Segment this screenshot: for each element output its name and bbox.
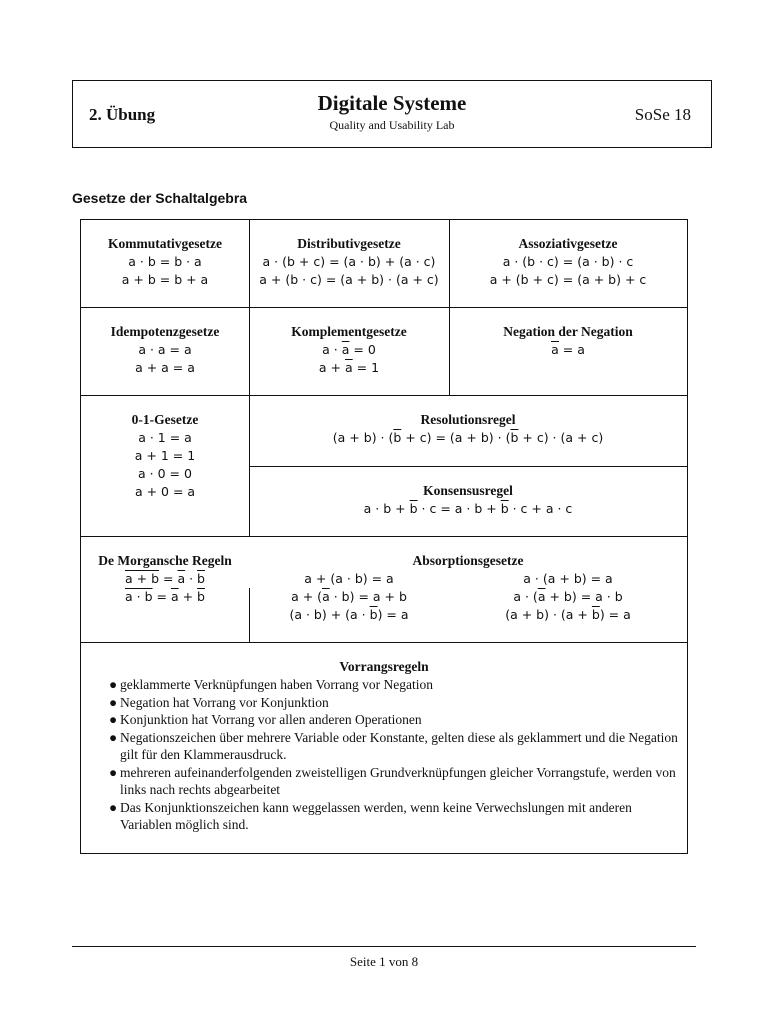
law-title: 0-1-Gesetze <box>131 412 199 427</box>
law-equation: a + 1 = 1 <box>134 448 196 463</box>
rule-text: Negation hat Vorrang vor Konjunktion <box>120 694 329 710</box>
list-item <box>109 729 686 764</box>
cell-absorption <box>249 552 687 570</box>
law-equation: $a + b = \overline{a} \cdot \overline{b}$ <box>125 571 205 586</box>
semester-label: SoSe 18 <box>634 105 691 124</box>
law-title: Resolutionsregel <box>420 412 516 427</box>
document-title: Digitale Systeme <box>317 91 467 115</box>
list-item <box>109 694 686 712</box>
law-equation: $(a + b) \cdot (a + \overline{b}) = a$ <box>505 607 631 622</box>
law-equation <box>249 341 449 359</box>
cell-assoziativ <box>449 235 687 289</box>
bullet: ● <box>109 799 118 815</box>
law-equation: $a + (\overline{a} \cdot b) = a + b$ <box>291 589 407 604</box>
grid-line <box>81 307 687 308</box>
cell-resolution <box>249 411 687 447</box>
rule-text: Negationszeichen über mehrere Variable oder Konstante, gelten diese als geklammert und die Negation gilt für den Klammerausdruck. <box>120 729 678 762</box>
grid-line <box>249 466 687 467</box>
law-title: Negation der Negation <box>503 324 633 339</box>
law-equation: a · (a + b) = a <box>523 571 613 586</box>
grid-line <box>81 536 687 537</box>
law-equation: a + 0 = a <box>134 484 196 499</box>
law-title: Absorptionsgesetze <box>412 553 524 568</box>
law-equation <box>249 359 449 377</box>
absorption-right <box>449 570 687 624</box>
law-title: Kommutativgesetze <box>108 236 222 251</box>
law-equation: a + a = a <box>135 360 195 375</box>
law-equation: $a \cdot b + \overline{b} \cdot c = a \cdot b + \overline{b} \cdot c + a \cdot c$ <box>363 501 573 516</box>
negated-variable: $\overline{a}$ <box>551 342 559 357</box>
cell-kommutativ <box>81 235 249 289</box>
rule-text: Konjunktion hat Vorrang vor allen anderen Operationen <box>120 712 422 727</box>
negated-variable: $\overline{a}$ <box>341 342 350 357</box>
law-equation: a · (b + c) = (a · b) + (a · c) <box>262 254 436 269</box>
law-equation: a · 0 = 0 <box>138 466 192 481</box>
absorption-left <box>249 570 449 624</box>
cell-idempotenz <box>81 323 249 377</box>
header-box <box>72 80 712 148</box>
eq-part: a · <box>322 342 342 357</box>
footer-divider <box>72 946 696 947</box>
law-equation: $(a + b) \cdot (\overline{b} + c) = (a + b) \cdot (\overline{b} + c) \cdot (a + c)$ <box>332 430 604 445</box>
law-equation: a · b = b · a <box>128 254 202 269</box>
law-title: Distributivgesetze <box>297 236 401 251</box>
law-equation <box>449 341 687 359</box>
rule-text: mehreren aufeinanderfolgenden zweistelligen Grundverknüpfungen gleicher Vorrangstufe, werden von links nach rechts abgearbeitet <box>120 764 676 797</box>
law-title: De Morgansche Regeln <box>98 553 232 568</box>
bullet: ● <box>109 729 118 745</box>
law-equation: $a \cdot b = \overline{a} + \overline{b}$ <box>125 589 205 604</box>
bullet: ● <box>109 764 118 780</box>
section-title: Gesetze der Schaltalgebra <box>72 190 248 206</box>
page-number: Seite 1 von 8 <box>349 954 419 969</box>
cell-komplement <box>249 323 449 377</box>
list-item <box>109 764 686 799</box>
cell-negation <box>449 323 687 359</box>
bullet: ● <box>109 712 118 727</box>
cell-de-morgan <box>81 552 249 606</box>
rule-text: Das Konjunktionszeichen kann weggelassen werden, wenn keine Verwechslungen mit anderen Variablen möglich sind. <box>120 799 632 832</box>
list-item <box>109 799 686 834</box>
law-equation: $a \cdot (\overline{a} + b) = a \cdot b$ <box>513 589 623 604</box>
eq-part: a + <box>318 360 346 375</box>
negated-variable: $\overline{a}$ <box>345 360 353 375</box>
cell-distributiv <box>249 235 449 289</box>
list-item <box>109 676 686 694</box>
laws-table <box>80 219 688 854</box>
law-equation: a · (b · c) = (a · b) · c <box>502 254 634 269</box>
document-subtitle: Quality and Usability Lab <box>329 118 455 132</box>
eq-part: = 0 <box>349 342 376 357</box>
law-equation: a · 1 = a <box>138 430 192 445</box>
law-title: Assoziativgesetze <box>518 236 618 251</box>
list-item <box>109 711 686 729</box>
grid-line <box>81 395 687 396</box>
precedence-rules <box>81 643 687 834</box>
law-equation: a + b = b + a <box>121 272 209 287</box>
rule-text: geklammerte Verknüpfungen haben Vorrang vor Negation <box>120 677 434 692</box>
bullet: ● <box>109 694 118 710</box>
law-equation: a + (b + c) = (a + b) + c <box>489 272 647 287</box>
rules-title: Vorrangsregeln <box>339 659 429 674</box>
law-equation: a · a = a <box>138 342 192 357</box>
exercise-number: 2. Übung <box>89 105 156 124</box>
cell-null-eins <box>81 411 249 501</box>
bullet: ● <box>109 677 118 692</box>
double-negation <box>551 341 559 356</box>
eq-part: = a <box>558 342 585 357</box>
header-center <box>73 91 711 133</box>
law-equation: a + (a · b) = a <box>304 571 394 586</box>
law-title: Konsensusregel <box>423 483 513 498</box>
law-title: Idempotenzgesetze <box>110 324 220 339</box>
law-equation: a + (b · c) = (a + b) · (a + c) <box>259 272 439 287</box>
law-title: Komplementgesetze <box>291 324 407 339</box>
eq-part: = 1 <box>352 360 380 375</box>
cell-konsensus <box>249 482 687 518</box>
law-equation: $(a \cdot b) + (a \cdot \overline{b}) = a$ <box>289 607 409 622</box>
rules-list <box>81 676 687 834</box>
